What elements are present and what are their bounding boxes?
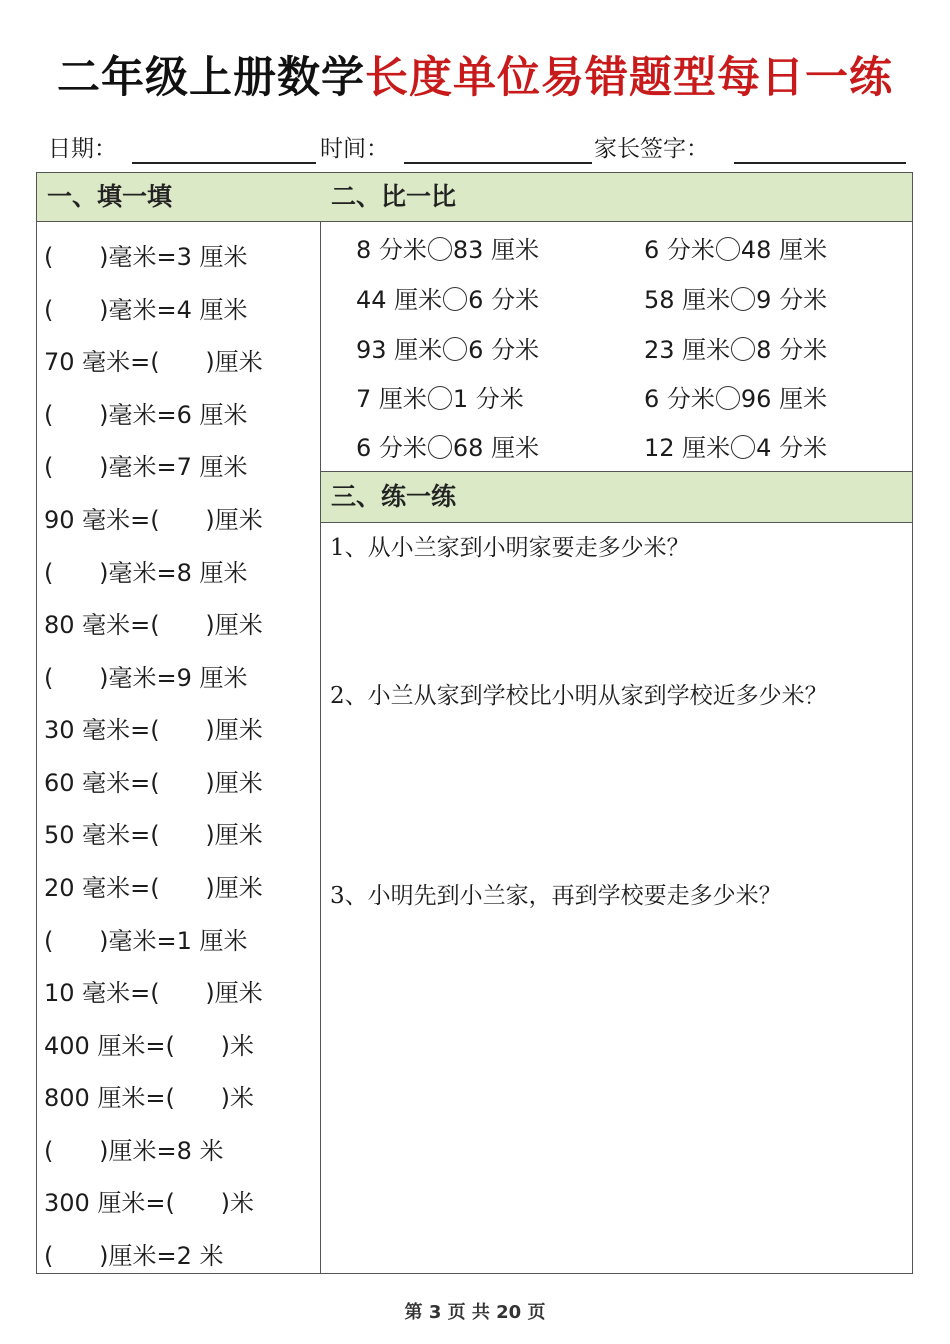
compare-right: 68 厘米 — [452, 434, 540, 462]
compare-left: 23 厘米 — [644, 336, 731, 364]
section3-heading: 三、练一练 — [321, 471, 912, 523]
compare-left: 93 厘米 — [356, 336, 443, 364]
compare-right: 48 厘米 — [740, 236, 828, 264]
fill-in-item: 400 厘米=( )米 — [44, 1032, 255, 1060]
question-2: 2、小兰从家到学校比小明从家到学校近多少米？ — [330, 683, 828, 709]
compare-item — [644, 230, 827, 265]
compare-item — [356, 230, 539, 265]
compare-item — [356, 330, 539, 365]
sign-label: 家长签字： — [594, 136, 709, 162]
compare-left: 6 分米 — [356, 434, 427, 462]
page-title — [0, 48, 950, 108]
compare-circle[interactable] — [428, 386, 452, 410]
compare-left: 6 分米 — [644, 385, 715, 413]
parent-signature-field[interactable] — [734, 162, 906, 164]
time-label: 时间： — [320, 136, 389, 162]
fill-in-item: ( )毫米=3 厘米 — [44, 243, 248, 271]
compare-left: 8 分米 — [356, 236, 427, 264]
compare-item — [356, 280, 539, 315]
fill-in-item: 90 毫米=( )厘米 — [44, 506, 263, 534]
section1-heading: 一、填一填 — [37, 173, 321, 222]
compare-right: 6 分米 — [468, 286, 540, 314]
title-topic: 长度单位易错题型每日一练 — [365, 53, 893, 103]
fill-in-item: 800 厘米=( )米 — [44, 1084, 255, 1112]
compare-circle[interactable] — [731, 435, 755, 459]
fill-in-item: ( )厘米=8 米 — [44, 1137, 224, 1165]
fill-in-item: 10 毫米=( )厘米 — [44, 979, 263, 1007]
compare-right: 4 分米 — [756, 434, 828, 462]
compare-right: 9 分米 — [756, 286, 828, 314]
compare-circle[interactable] — [428, 237, 452, 261]
compare-right: 6 分米 — [468, 336, 540, 364]
compare-circle[interactable] — [428, 435, 452, 459]
question-1: 1、从小兰家到小明家要走多少米？ — [330, 535, 690, 561]
compare-left: 12 厘米 — [644, 434, 731, 462]
title-grade: 二年级上册数学 — [57, 53, 365, 103]
fill-in-item: ( )毫米=4 厘米 — [44, 296, 248, 324]
compare-right: 96 厘米 — [740, 385, 828, 413]
fill-in-item: 60 毫米=( )厘米 — [44, 769, 263, 797]
compare-circle[interactable] — [443, 287, 467, 311]
fill-in-item: 300 厘米=( )米 — [44, 1189, 255, 1217]
question-3: 3、小明先到小兰家，再到学校要走多少米？ — [330, 883, 782, 909]
compare-left: 6 分米 — [644, 236, 715, 264]
fill-in-item: 80 毫米=( )厘米 — [44, 611, 263, 639]
info-row — [44, 126, 906, 166]
compare-item — [356, 379, 524, 414]
fill-in-item: 70 毫米=( )厘米 — [44, 348, 263, 376]
fill-in-item: ( )毫米=6 厘米 — [44, 401, 248, 429]
section2-heading: 二、比一比 — [321, 173, 912, 222]
fill-in-item: 20 毫米=( )厘米 — [44, 874, 263, 902]
date-label: 日期： — [48, 136, 117, 162]
compare-item — [644, 280, 827, 315]
compare-left: 44 厘米 — [356, 286, 443, 314]
compare-right: 8 分米 — [756, 336, 828, 364]
compare-circle[interactable] — [443, 337, 467, 361]
column-divider — [320, 172, 321, 1274]
compare-left: 58 厘米 — [644, 286, 731, 314]
fill-in-item: 30 毫米=( )厘米 — [44, 716, 263, 744]
compare-right: 1 分米 — [452, 385, 524, 413]
compare-left: 7 厘米 — [356, 385, 427, 413]
compare-circle[interactable] — [716, 386, 740, 410]
compare-right: 83 厘米 — [452, 236, 540, 264]
fill-in-item: ( )厘米=2 米 — [44, 1242, 224, 1270]
compare-circle[interactable] — [716, 237, 740, 261]
fill-in-item: ( )毫米=8 厘米 — [44, 559, 248, 587]
fill-in-item: ( )毫米=9 厘米 — [44, 664, 248, 692]
fill-in-item: 50 毫米=( )厘米 — [44, 821, 263, 849]
compare-item — [644, 428, 827, 463]
fill-in-item: ( )毫米=7 厘米 — [44, 453, 248, 481]
compare-circle[interactable] — [731, 337, 755, 361]
fill-in-item: ( )毫米=1 厘米 — [44, 927, 248, 955]
date-field[interactable] — [132, 162, 316, 164]
time-field[interactable] — [404, 162, 592, 164]
compare-item — [644, 330, 827, 365]
compare-circle[interactable] — [731, 287, 755, 311]
compare-item — [644, 379, 827, 414]
compare-item — [356, 428, 539, 463]
page-footer: 第 3 页 共 20 页 — [404, 1302, 546, 1323]
